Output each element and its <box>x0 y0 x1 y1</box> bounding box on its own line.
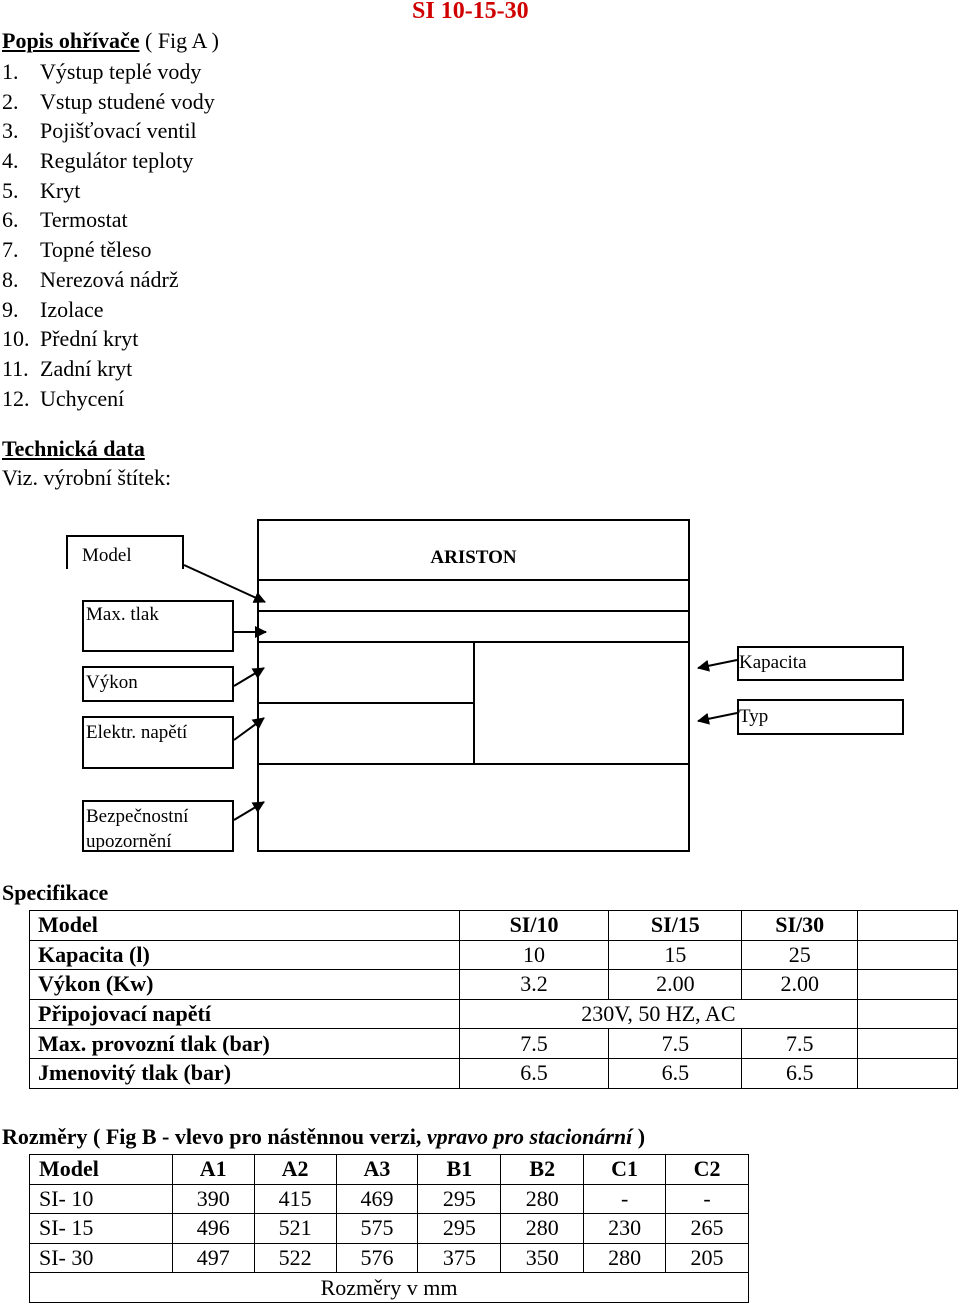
arrow-model <box>184 565 265 602</box>
voltage-label-box: Elektr. napětí <box>82 716 234 769</box>
list-item: 6. Termostat <box>2 207 128 233</box>
specs-table <box>29 910 958 1089</box>
plate-brand: ARISTON <box>430 547 517 568</box>
description-fig-ref: ( Fig A ) <box>145 28 219 53</box>
list-item: 11. Zadní kryt <box>2 355 133 381</box>
dimensions-footer: Rozměry v mm <box>30 1273 749 1303</box>
dimensions-title: Rozměry ( Fig B - vlevo pro nástěnnou verzi, vpravo pro stacionární ) <box>2 1124 646 1149</box>
list-item: 2. Vstup studené vody <box>2 88 215 114</box>
table-row: SI- 10 390 415 469 295 280 - - <box>30 1184 749 1214</box>
list-item: 1. Výstup teplé vody <box>2 59 202 84</box>
description-heading: Popis ohřívače <box>2 28 140 53</box>
power-label-box: Výkon <box>82 666 234 702</box>
table-row: Jmenovitý tlak (bar) 6.5 6.5 6.5 <box>30 1058 958 1088</box>
table-row <box>30 1273 749 1303</box>
table-row: Model A1 A2 A3 B1 B2 C1 C2 <box>30 1155 749 1185</box>
table-row: Model SI/10 SI/15 SI/30 <box>30 911 958 941</box>
model-code: SI 10-15-30 <box>412 0 529 24</box>
table-row: SI- 15 496 521 575 295 280 230 265 <box>30 1214 749 1244</box>
type-label-box: Typ <box>737 699 904 735</box>
arrow-voltage <box>234 718 264 740</box>
dimensions-table <box>29 1154 749 1303</box>
table-row: Připojovací napětí 230V, 50 HZ, AC <box>30 999 958 1029</box>
capacity-label-box: Kapacita <box>737 646 904 681</box>
list-item: 5. Kryt <box>2 177 81 203</box>
list-item: 10. Přední kryt <box>2 326 139 352</box>
table-row: SI- 30 497 522 576 375 350 280 205 <box>30 1243 749 1273</box>
table-row: Výkon (Kw) 3.2 2.00 2.00 <box>30 970 958 1000</box>
arrow-type <box>698 713 737 721</box>
list-item: 8. Nerezová nádrž <box>2 266 179 292</box>
list-item: 7. Topné těleso <box>2 237 152 263</box>
table-row: Kapacita (l) 10 15 25 <box>30 940 958 970</box>
list-item: 4. Regulátor teploty <box>2 148 194 174</box>
technical-title: Technická data <box>2 436 145 461</box>
list-item: 3. Pojišťovací ventil <box>2 118 197 144</box>
arrow-power <box>234 668 264 686</box>
model-label-box: Model <box>66 535 184 569</box>
list-item: 12. Uchycení <box>2 385 125 411</box>
table-row: Max. provozní tlak (bar) 7.5 7.5 7.5 <box>30 1029 958 1059</box>
technical-subtitle: Viz. výrobní štítek: <box>2 465 172 490</box>
arrow-capacity <box>698 660 737 668</box>
list-item: 9. Izolace <box>2 296 104 322</box>
max-pressure-label-box: Max. tlak <box>82 600 234 652</box>
arrow-safety <box>234 802 264 820</box>
safety-label-box: Bezpečnostní upozornění <box>82 800 234 852</box>
specs-title: Specifikace <box>2 880 109 905</box>
